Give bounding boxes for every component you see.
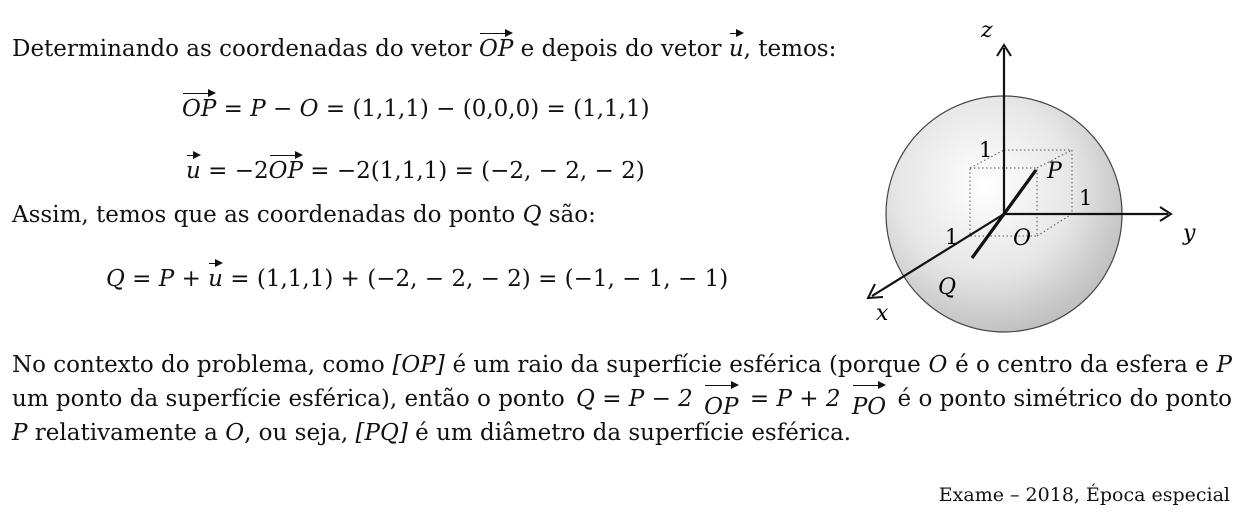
- equation-op-values: = (1,1,1) − (0,0,0) = (1,1,1): [325, 96, 650, 122]
- equation-op-p: P: [250, 96, 266, 122]
- para-l1-o: O: [928, 352, 948, 378]
- para-l1-a: No contexto do problema, como: [12, 352, 385, 378]
- assim-text-2: são:: [548, 202, 596, 228]
- assim-q: Q: [522, 202, 542, 228]
- para-l2-eq2: = P + 2: [749, 386, 841, 412]
- para-l3-b: , ou seja,: [244, 420, 349, 446]
- equation-u-mid: = −2: [208, 158, 269, 184]
- para-l1-p: P: [1216, 352, 1232, 378]
- para-l1-op: [OP]: [392, 352, 445, 378]
- vector-op: OP: [479, 30, 513, 61]
- point-label-p: P: [1047, 159, 1062, 184]
- assim-text-1: Assim, temos que as coordenadas do ponto: [12, 202, 516, 228]
- para-l2-a: um ponto da superfície esférica), então o ponto: [12, 386, 565, 412]
- axis-label-z: z: [981, 18, 993, 43]
- point-label-o: O: [1013, 226, 1032, 251]
- para-l1-c: é o centro da esfera e: [955, 352, 1209, 378]
- axis-label-x: x: [876, 301, 889, 326]
- para-l3-o: O: [225, 420, 245, 446]
- para-l1-b: é um raio da superfície esférica (porque: [452, 352, 921, 378]
- tick-label-y: 1: [1079, 186, 1093, 210]
- equation-op-o: O: [299, 96, 319, 122]
- para-l3-c: é um diâmetro da superfície esférica.: [415, 420, 852, 446]
- para-l2-vec-op: OP: [704, 382, 738, 416]
- para-l3-pq: [PQ]: [355, 420, 408, 446]
- para-l2-b: é o ponto simétrico do ponto: [897, 386, 1232, 412]
- tick-label-x: 1: [945, 225, 959, 249]
- source-note: Exame – 2018, Época especial: [938, 484, 1230, 506]
- equation-op-eq: =: [223, 96, 243, 122]
- equation-u-lhs: u: [186, 152, 201, 183]
- intro-text-1: Determinando as coordenadas do vetor: [12, 36, 472, 62]
- equation-op-minus: −: [273, 96, 293, 122]
- intro-text-3: , temos:: [743, 36, 837, 62]
- equation-op-lhs: OP: [182, 90, 216, 121]
- tick-label-z: 1: [979, 138, 993, 162]
- para-l3-p: P: [12, 420, 28, 446]
- axis-label-y: y: [1183, 221, 1196, 246]
- equation-q-eq: =: [132, 266, 152, 292]
- para-l3-a: relativamente a: [34, 420, 218, 446]
- para-l2-eq1: Q = P − 2: [576, 386, 693, 412]
- equation-u-op: OP: [269, 152, 303, 183]
- equation-q-q: Q: [106, 266, 125, 292]
- equation-u-rest: = −2(1,1,1) = (−2, − 2, − 2): [310, 158, 645, 184]
- point-label-q: Q: [938, 275, 957, 300]
- equation-q-u: u: [208, 260, 223, 291]
- vector-u: u: [729, 30, 744, 61]
- para-l2-vec-po: PO: [852, 382, 886, 416]
- equation-q-p: P: [158, 266, 175, 292]
- intro-text-2: e depois do vetor: [520, 36, 722, 62]
- equation-q-plus: +: [181, 266, 201, 292]
- equation-q-rest: = (1,1,1) + (−2, − 2, − 2) = (−1, − 1, − 1): [230, 266, 729, 292]
